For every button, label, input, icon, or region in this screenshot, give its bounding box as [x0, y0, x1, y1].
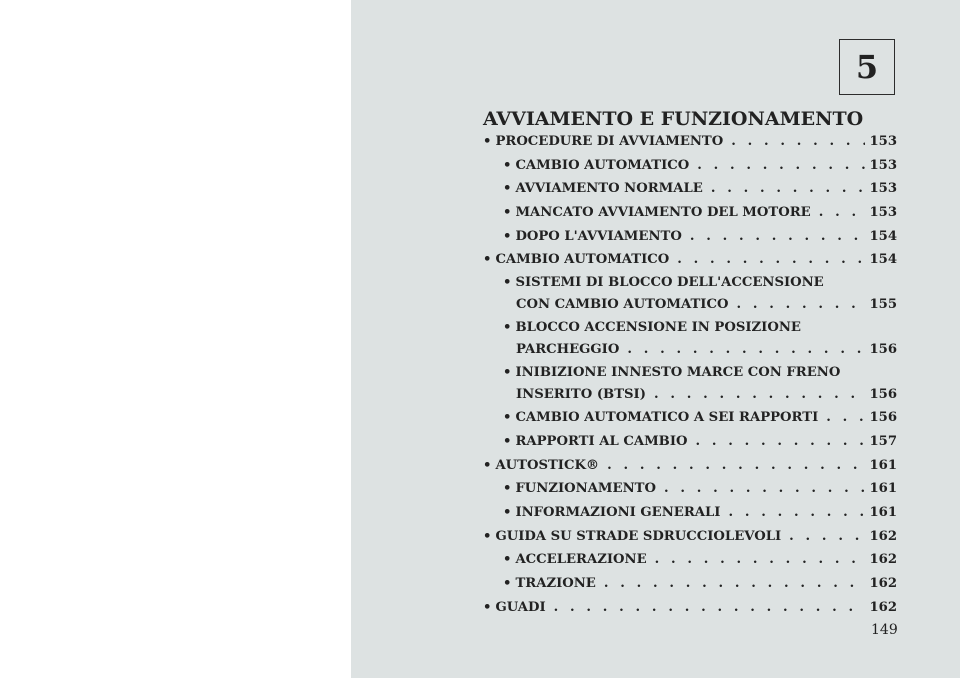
toc-entry-text: DOPO L'AVVIAMENTO — [515, 228, 682, 244]
dot-leader — [819, 201, 866, 225]
toc-entry-text-cont: CON CAMBIO AUTOMATICO — [516, 297, 729, 313]
dot-leader — [789, 525, 865, 549]
toc-entry-page: 154 — [869, 252, 897, 268]
toc-entry-page: 153 — [869, 134, 897, 149]
toc-entry-text: INFORMAZIONI GENERALI — [515, 504, 721, 520]
toc-entry-page: 161 — [869, 481, 897, 497]
dot-leader — [654, 383, 866, 407]
toc-entry[interactable]: • ACCELERAZIONE . . . 162 — [483, 548, 897, 572]
toc-entry-text: SISTEMI DI BLOCCO DELL'ACCENSIONE — [515, 275, 824, 291]
toc-entry[interactable]: • GUIDA SU STRADE SDRUCCIOLEVOLI . . . 162 — [483, 525, 897, 549]
toc-entry-text: INIBIZIONE INNESTO MARCE CON FRENO — [515, 364, 841, 380]
toc-entry-text: GUADI — [495, 599, 546, 615]
table-of-contents — [483, 130, 897, 619]
dot-leader — [695, 430, 865, 454]
dot-leader — [711, 177, 866, 201]
dot-leader — [826, 406, 865, 430]
dot-leader — [736, 293, 865, 317]
toc-entry-page: 162 — [869, 528, 897, 544]
toc-entry-page: 156 — [869, 386, 897, 402]
toc-entry[interactable]: • INFORMAZIONI GENERALI . . . 161 — [483, 501, 897, 525]
toc-entry-page: 156 — [869, 410, 897, 426]
toc-entry-text: RAPPORTI AL CAMBIO — [515, 433, 688, 449]
toc-entry[interactable]: • SISTEMI DI BLOCCO DELL'ACCENSIONE CON CAMBIO AUTOMATICO . . . 155 — [483, 272, 897, 317]
dot-leader — [728, 501, 865, 525]
toc-entry-page: 156 — [869, 341, 897, 357]
toc-entry-text: PROCEDURE DI AVVIAMENTO — [495, 134, 724, 149]
toc-entry-page: 153 — [869, 205, 897, 221]
toc-entry-text: CAMBIO AUTOMATICO — [515, 157, 690, 173]
section-title: AVVIAMENTO E FUNZIONAMENTO — [483, 108, 864, 130]
dot-leader — [554, 596, 866, 620]
dot-leader — [664, 477, 866, 501]
toc-entry-text: MANCATO AVVIAMENTO DEL MOTORE — [515, 205, 811, 221]
toc-entry[interactable]: • AVVIAMENTO NORMALE . . . 153 — [483, 177, 897, 201]
toc-entry-page: 153 — [869, 157, 897, 173]
dot-leader — [655, 548, 866, 572]
dot-leader — [627, 338, 865, 362]
toc-entry-text: AUTOSTICK® — [495, 457, 600, 473]
toc-entry[interactable]: • GUADI . . . 162 — [483, 596, 897, 620]
toc-entry-text: CAMBIO AUTOMATICO — [495, 252, 670, 268]
toc-entry[interactable]: • CAMBIO AUTOMATICO . . . 153 — [483, 154, 897, 178]
toc-entry[interactable]: • DOPO L'AVVIAMENTO . . . 154 — [483, 225, 897, 249]
toc-entry-text: TRAZIONE — [515, 576, 596, 591]
toc-entry-page: 154 — [869, 228, 897, 244]
toc-entry-page: 162 — [869, 552, 897, 568]
dot-leader — [731, 130, 865, 154]
toc-entry-page: 161 — [869, 457, 897, 473]
toc-entry-page: 157 — [869, 433, 897, 449]
toc-entry-text-cont: INSERITO (BTSI) — [516, 386, 646, 402]
dot-leader — [690, 225, 866, 249]
toc-entry-page: 161 — [869, 504, 897, 520]
toc-entry-page: 162 — [869, 576, 897, 591]
toc-entry-page: 153 — [869, 181, 897, 197]
toc-entry[interactable]: • BLOCCO ACCENSIONE IN POSIZIONE PARCHEGGIO . . . 156 — [483, 317, 897, 362]
manual-page — [351, 0, 960, 678]
dot-leader — [677, 248, 865, 272]
toc-entry-text: ACCELERAZIONE — [515, 552, 647, 568]
toc-entry[interactable]: • PROCEDURE DI AVVIAMENTO . . . 153 — [483, 130, 897, 154]
toc-entry[interactable]: • RAPPORTI AL CAMBIO . . . 157 — [483, 430, 897, 454]
toc-entry[interactable]: • AUTOSTICK® . . . 161 — [483, 454, 897, 478]
toc-entry-text: FUNZIONAMENTO — [515, 481, 656, 497]
toc-entry-text-cont: PARCHEGGIO — [516, 341, 620, 357]
toc-entry-page: 162 — [869, 599, 897, 615]
toc-entry-page: 155 — [869, 297, 897, 313]
toc-entry-text: AVVIAMENTO NORMALE — [515, 181, 703, 197]
chapter-number-box: 5 — [839, 39, 895, 95]
toc-entry-text: CAMBIO AUTOMATICO A SEI RAPPORTI — [515, 410, 819, 426]
toc-entry-text: BLOCCO ACCENSIONE IN POSIZIONE — [515, 319, 801, 335]
page-number: 149 — [871, 622, 898, 638]
dot-leader — [697, 154, 865, 178]
toc-entry[interactable]: • INIBIZIONE INNESTO MARCE CON FRENO INSERITO (BTSI) . . . 156 — [483, 362, 897, 407]
toc-entry[interactable]: • TRAZIONE . . . 162 — [483, 572, 897, 596]
dot-leader — [607, 454, 865, 478]
toc-entry[interactable]: • CAMBIO AUTOMATICO . . . 154 — [483, 248, 897, 272]
toc-entry[interactable]: • FUNZIONAMENTO . . . 161 — [483, 477, 897, 501]
toc-entry-text: GUIDA SU STRADE SDRUCCIOLEVOLI — [495, 528, 782, 544]
toc-entry[interactable]: • CAMBIO AUTOMATICO A SEI RAPPORTI . . . 156 — [483, 406, 897, 430]
dot-leader — [604, 572, 866, 596]
toc-entry[interactable]: • MANCATO AVVIAMENTO DEL MOTORE . . . 153 — [483, 201, 897, 225]
